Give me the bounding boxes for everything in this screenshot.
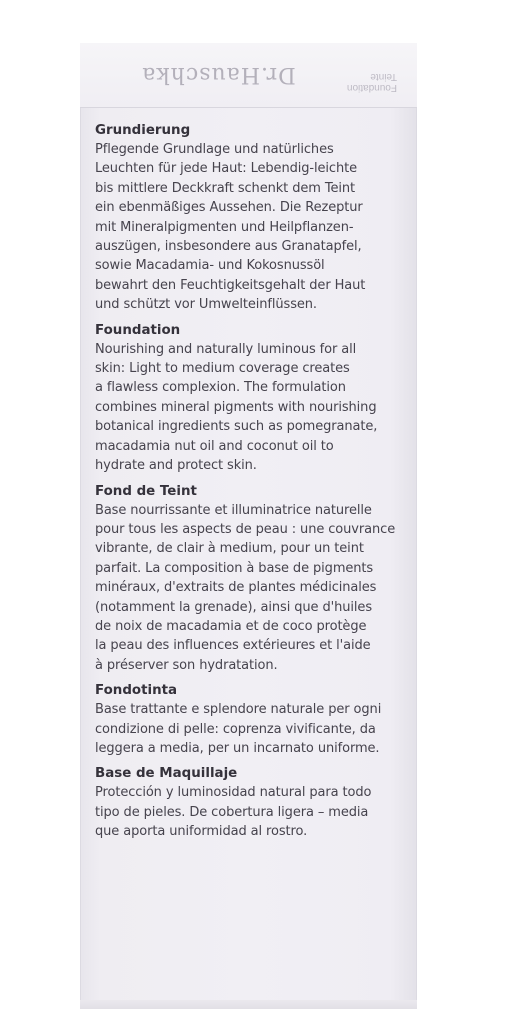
section-italian — [95, 681, 405, 758]
section-body: Nourishing and naturally luminous for all skin: Light to medium coverage creates a flawless complexion. The formulation combines mineral pigments with nourishing botanical ingredients such as pomegranate, macadamia nut oil and coconut oil to hydrate and protect skin. — [95, 341, 378, 474]
section-body: Base trattante e splendore naturale per ogni condizione di pelle: coprenza vivificante, da leggera a media, per un incarnato uniforme. — [95, 702, 382, 756]
brand-name: Dr.Hauschka — [141, 62, 296, 88]
section-body: Pflegende Grundlage und natürliches Leuchten für jede Haut: Lebendig-leichte bis mittlere Deckkraft schenkt dem Teint ein ebenmäßiges Aussehen. Die Rezeptur mit Mineralpigmenten und Heilpflanzen- auszügen, insbesondere aus Granatapfel, sowie Macadamia- und Kokosnussöl bewahrt den Feuchtigkeitsgehalt der Haut und schützt vor Umwelteinflüssen. — [95, 142, 366, 313]
section-title: Base de Maquillaje — [95, 766, 238, 782]
section-body: Base nourrissante et illuminatrice naturelle pour tous les aspects de peau : une couvrance vibrante, de clair à medium, pour un teint parfait. La composition à base de pigments minéraux, d'extraits de plantes médicinales (notamment la grenade), ainsi que d'huiles de noix de macadamia et de coco protège la peau des influences extérieures et l'aide à préserver son hydratation. — [95, 502, 396, 673]
label-text-block — [95, 121, 405, 848]
box-top-flap — [80, 43, 417, 108]
section-title: Fond de Teint — [95, 483, 197, 499]
brand-logo — [80, 43, 417, 107]
section-spanish — [95, 764, 405, 841]
section-title: Fondotinta — [95, 683, 178, 699]
section-german — [95, 121, 405, 315]
section-body: Protección y luminosidad natural para todo tipo de pieles. De cobertura ligera – media que aporta uniformidad al rostro. — [95, 785, 372, 840]
section-title: Foundation — [95, 322, 181, 338]
brand-sub-text: Foundation Teinte — [346, 71, 397, 93]
section-french — [95, 482, 405, 676]
box-bottom-edge — [80, 1000, 417, 1009]
section-title: Grundierung — [95, 123, 191, 138]
section-english — [95, 321, 405, 476]
